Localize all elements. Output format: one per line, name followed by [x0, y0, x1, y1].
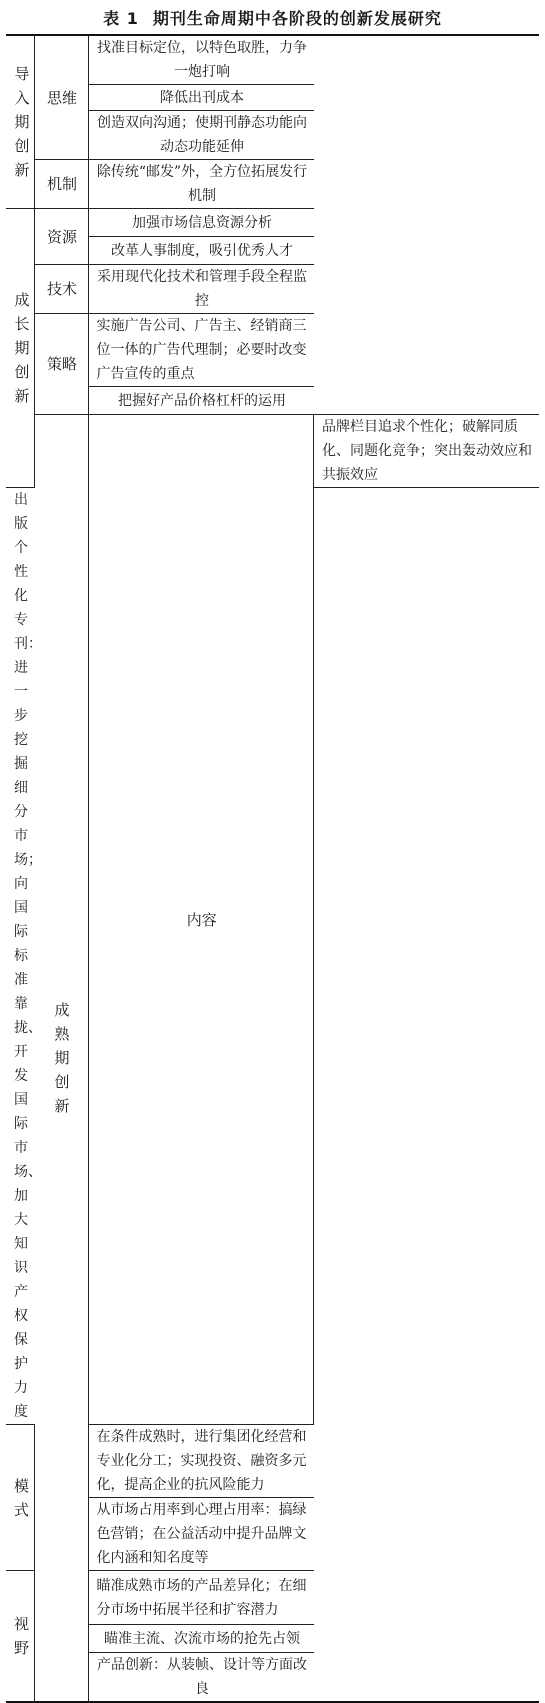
table-row	[6, 314, 539, 387]
table-cell: 瞄准主流、次流市场的抢先占领	[88, 1625, 314, 1653]
table-title: 期刊生命周期中各阶段的创新发展研究	[152, 9, 442, 28]
stage-cell-growth: 成长期创新	[6, 209, 34, 488]
stage-cell-intro: 导入期创新	[6, 35, 34, 209]
innovation-table	[6, 34, 539, 1703]
table-cell: 采用现代化技术和管理手段全程监控	[88, 265, 314, 314]
table-cell: 品牌栏目追求个性化；破解同质化、同题化竞争；突出轰动效应和共振效应	[314, 415, 540, 488]
category-cell-thinking: 思维	[34, 35, 88, 160]
table-cell: 瞄准成熟市场的产品差异化；在细分市场中拓展半径和扩容潜力	[88, 1571, 314, 1625]
table-cell: 出版个性化专刊：进一步挖掘细分市场；向国际标准靠拢、开发国际市场、加大知识产权保护力度	[6, 488, 34, 1425]
table-cell: 除传统“邮发”外，全方位拓展发行机制	[88, 160, 314, 209]
category-cell-technology: 技术	[34, 265, 88, 314]
stage-cell-maturity: 成熟期创新	[34, 415, 88, 1703]
category-cell-resources: 资源	[34, 209, 88, 265]
table-cell: 加强市场信息资源分析	[88, 209, 314, 237]
category-cell-mode: 模式	[6, 1425, 34, 1571]
category-cell-vision: 视野	[6, 1571, 34, 1703]
table-row	[6, 160, 539, 209]
table-cell: 实施广告公司、广告主、经销商三位一体的广告代理制；必要时改变广告宣传的重点	[88, 314, 314, 387]
table-row	[6, 415, 539, 488]
table-number: 表 1	[103, 9, 139, 28]
table-cell: 从市场占用率到心理占用率：搞绿色营销；在公益活动中提升品牌文化内涵和知名度等	[88, 1498, 314, 1571]
table-cell: 降低出刊成本	[88, 85, 314, 111]
table-cell: 产品创新：从装帧、设计等方面改良	[88, 1653, 314, 1703]
table-caption	[0, 6, 545, 29]
table-cell: 找准目标定位，以特色取胜，力争一炮打响	[88, 35, 314, 85]
category-cell-strategy: 策略	[34, 314, 88, 415]
table-cell: 把握好产品价格杠杆的运用	[88, 387, 314, 415]
table-cell: 改革人事制度，吸引优秀人才	[88, 237, 314, 265]
table-row	[6, 35, 539, 85]
category-cell-mechanism: 机制	[34, 160, 88, 209]
category-cell-content: 内容	[88, 415, 314, 1425]
table-row	[6, 209, 539, 237]
table-row	[6, 265, 539, 314]
table-cell: 创造双向沟通；使期刊静态功能向动态功能延伸	[88, 111, 314, 160]
table-cell: 在条件成熟时，进行集团化经营和专业化分工；实现投资、融资多元化，提高企业的抗风险能力	[88, 1425, 314, 1498]
